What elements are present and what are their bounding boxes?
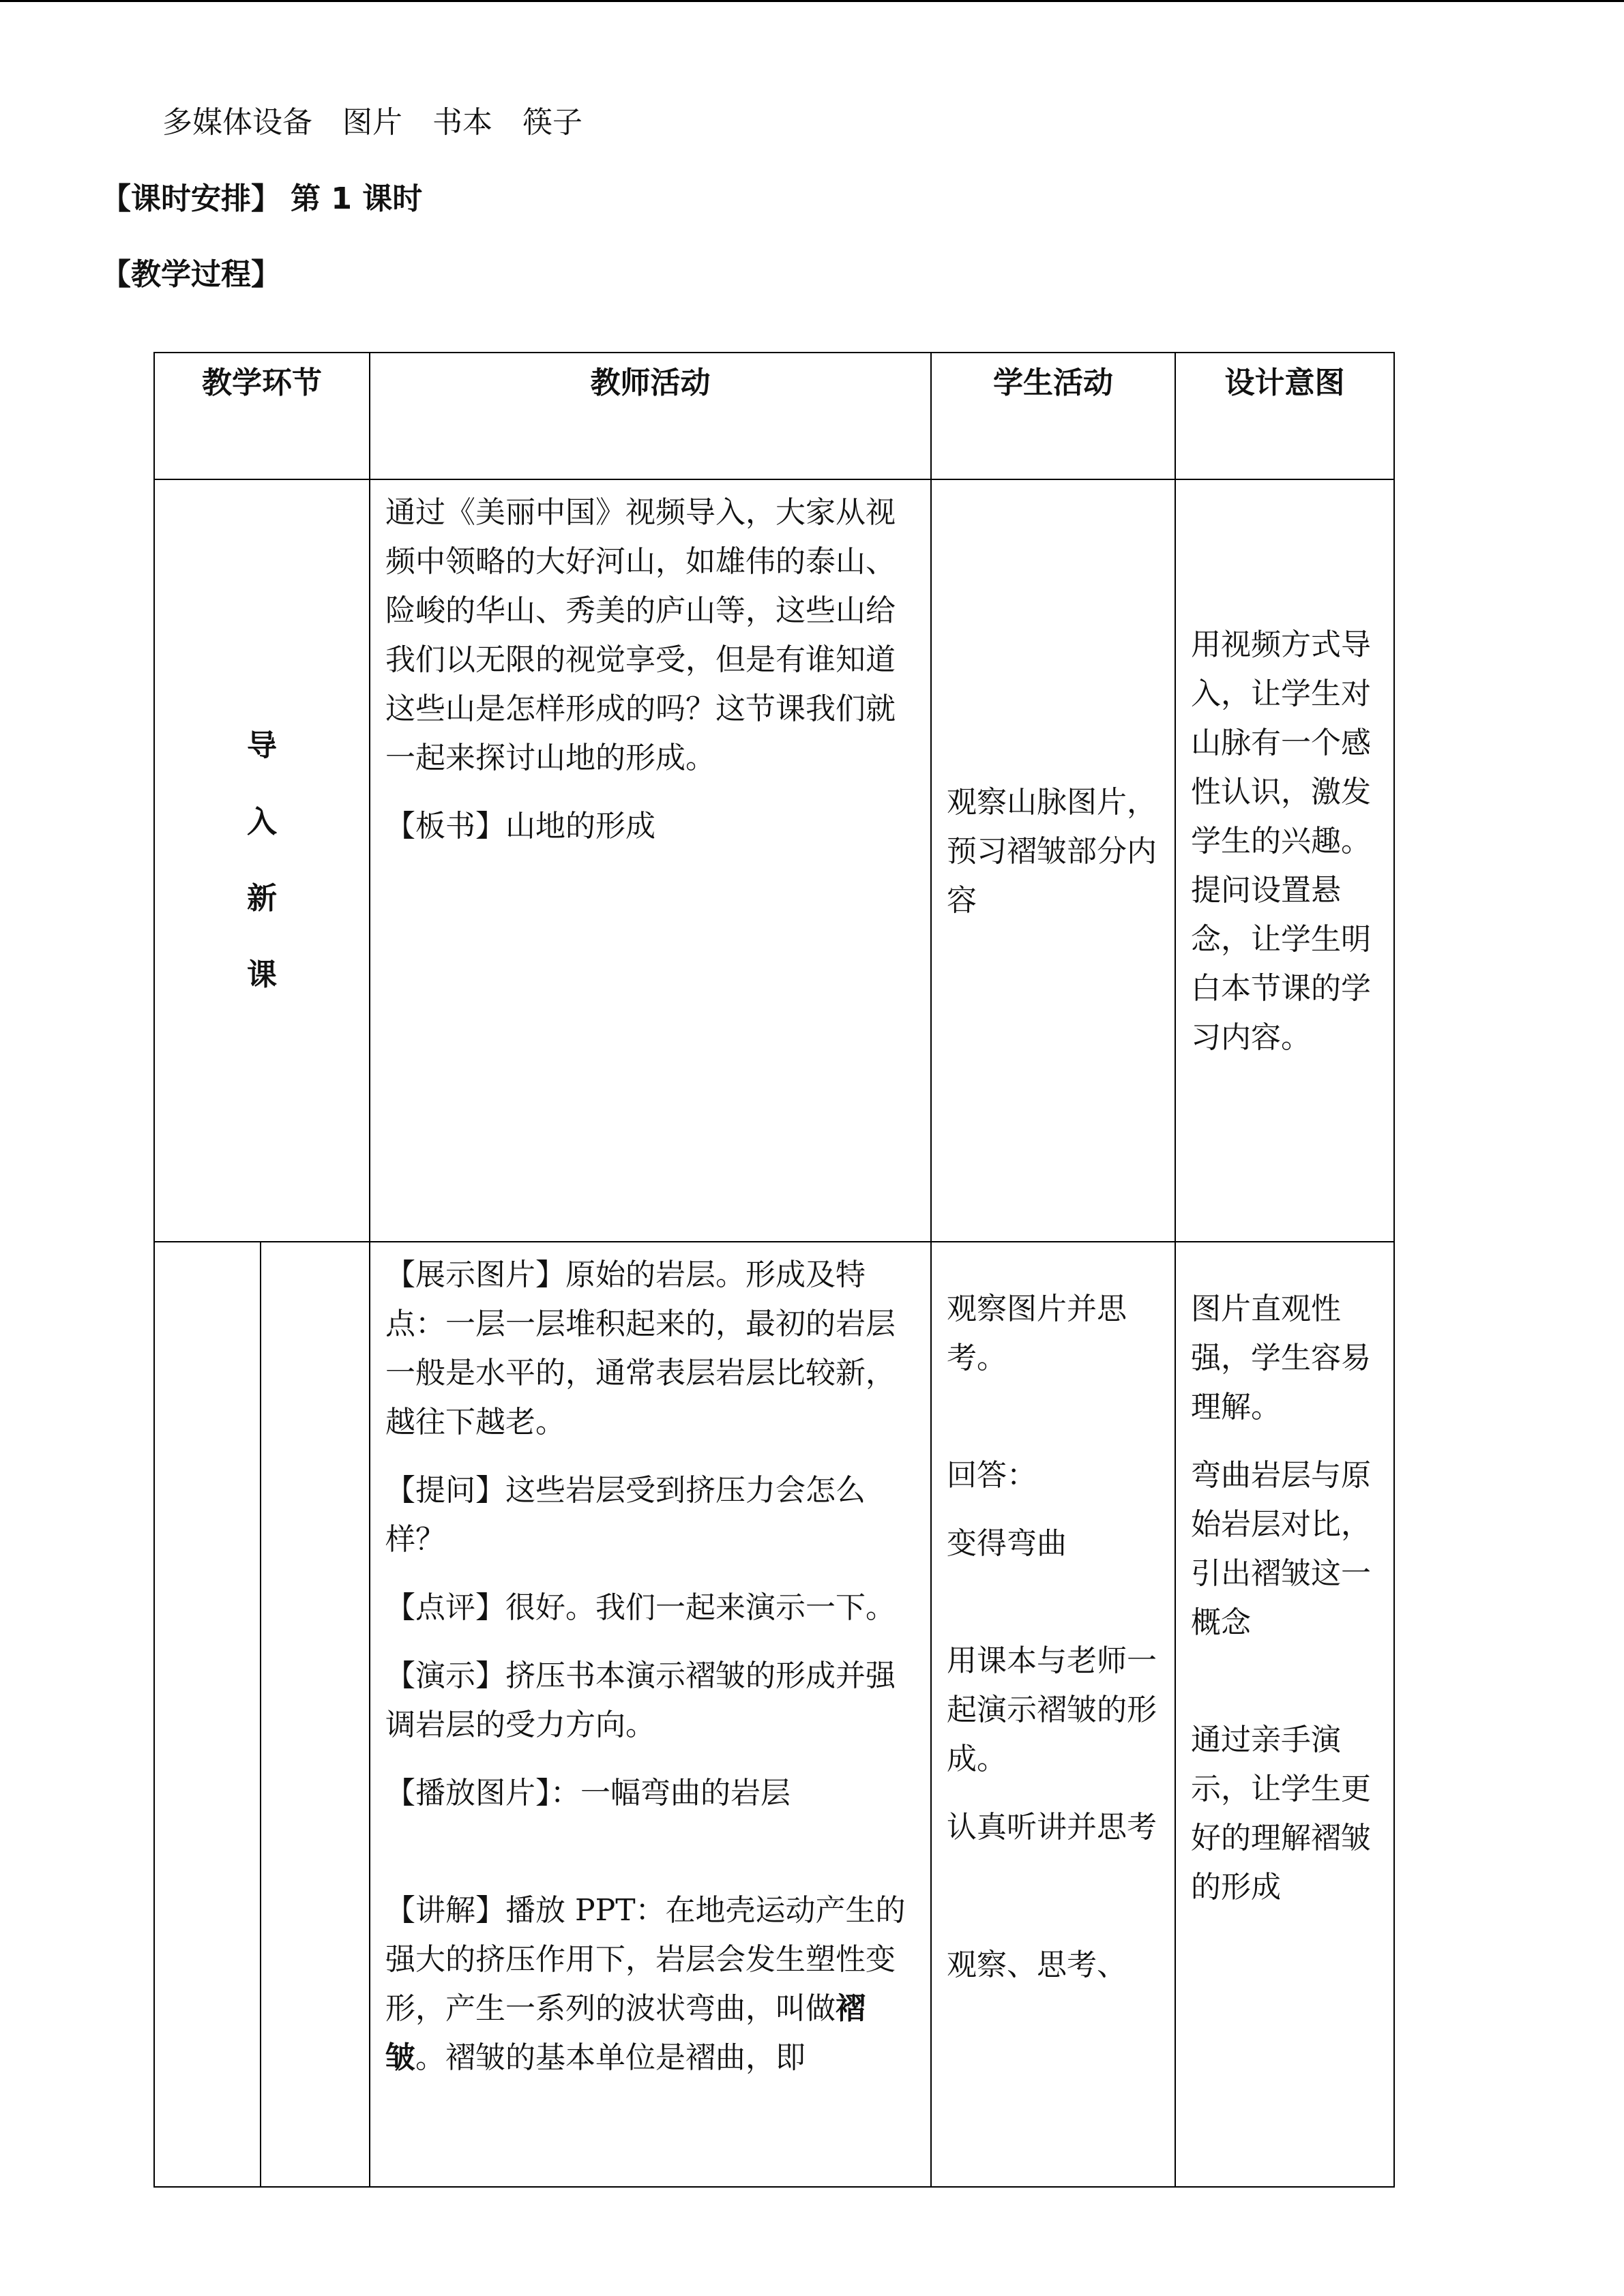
explain-text: 【讲解】播放 PPT：在地壳运动产生的强大的挤压作用下，岩层会发生塑性变形，产生一系列的波状弯曲，叫做 [385, 1893, 906, 2026]
teacher-activity-intro [370, 479, 931, 1242]
stage-intro [154, 479, 370, 1242]
intent-step: 图片直观性强，学生容易理解。 [1191, 1292, 1371, 1425]
page-top-border [0, 0, 1624, 2]
stage-char: 导 [247, 728, 277, 763]
intent-folds [1175, 1242, 1394, 2187]
student-activity-folds [931, 1242, 1175, 2187]
intent-step: 通过亲手演示，让学生更好的理解褶皱的形成 [1191, 1723, 1371, 1905]
teacher-board-note: 【板书】山地的形成 [385, 809, 655, 844]
schedule-value: 第 1 课时 [291, 181, 423, 216]
student-step: 认真听讲并思考 [947, 1810, 1157, 1845]
student-intro-text: 观察山脉图片，预习褶皱部分内容 [947, 785, 1157, 918]
teacher-step: 【演示】挤压书本演示褶皱的形成并强调岩层的受力方向。 [385, 1658, 896, 1742]
term-fold: 褶皱 [385, 1991, 866, 2075]
header-stage: 教学环节 [154, 353, 370, 479]
process-heading: 【教学过程】 [101, 257, 281, 292]
student-step: 回答： [947, 1458, 1037, 1493]
student-step: 用课本与老师一起演示褶皱的形成。 [947, 1643, 1157, 1776]
explain-text-end: 。褶皱的基本单位是褶曲，即 [415, 2040, 806, 2075]
lesson-table [153, 352, 1395, 2188]
table-header-row [154, 353, 1394, 479]
stage-char: 课 [247, 957, 277, 992]
intent-step: 弯曲岩层与原始岩层对比，引出褶皱这一概念 [1191, 1458, 1371, 1640]
teacher-intro-text: 通过《美丽中国》视频导入，大家从视频中领略的大好河山，如雄伟的泰山、险峻的华山、秀美的庐山等，这些山给我们以无限的视觉享受，但是有谁知道这些山是怎样形成的吗？这节课我们就一起来探讨山地的形成。 [385, 495, 896, 775]
stage-char: 入 [247, 805, 277, 839]
schedule-line [101, 179, 422, 220]
student-step: 观察图片并思考。 [947, 1292, 1127, 1375]
intent-intro-text: 用视频方式导入，让学生对山脉有一个感性认识，激发学生的兴趣。提问设置悬念，让学生明白本节课的学习内容。 [1191, 627, 1371, 1055]
stage-folds-inner [261, 1242, 370, 2187]
table-row-intro [154, 479, 1394, 1242]
teacher-step: 【展示图片】原始的岩层。形成及特点：一层一层堆积起来的，最初的岩层一般是水平的，通常表层岩层比较新，越往下越老。 [385, 1257, 896, 1440]
intent-intro [1175, 479, 1394, 1242]
header-student: 学生活动 [931, 353, 1175, 479]
teacher-explain [385, 1886, 917, 2083]
teacher-step: 【提问】这些岩层受到挤压力会怎么样？ [385, 1473, 866, 1557]
student-step: 观察、思考、 [947, 1948, 1127, 1982]
student-step: 变得弯曲 [947, 1526, 1067, 1561]
header-intent: 设计意图 [1175, 353, 1394, 479]
teaching-materials: 多媒体设备 图片 书本 筷子 [162, 105, 582, 140]
student-activity-intro [931, 479, 1175, 1242]
table-row-folds [154, 1242, 1394, 2187]
stage-folds-outer [154, 1242, 261, 2187]
stage-char: 新 [247, 881, 277, 916]
teacher-activity-folds [370, 1242, 931, 2187]
header-teacher: 教师活动 [370, 353, 931, 479]
teacher-step: 【点评】很好。我们一起来演示一下。 [385, 1590, 896, 1625]
schedule-label: 【课时安排】 [101, 181, 281, 216]
teacher-step: 【播放图片】：一幅弯曲的岩层 [385, 1776, 791, 1810]
